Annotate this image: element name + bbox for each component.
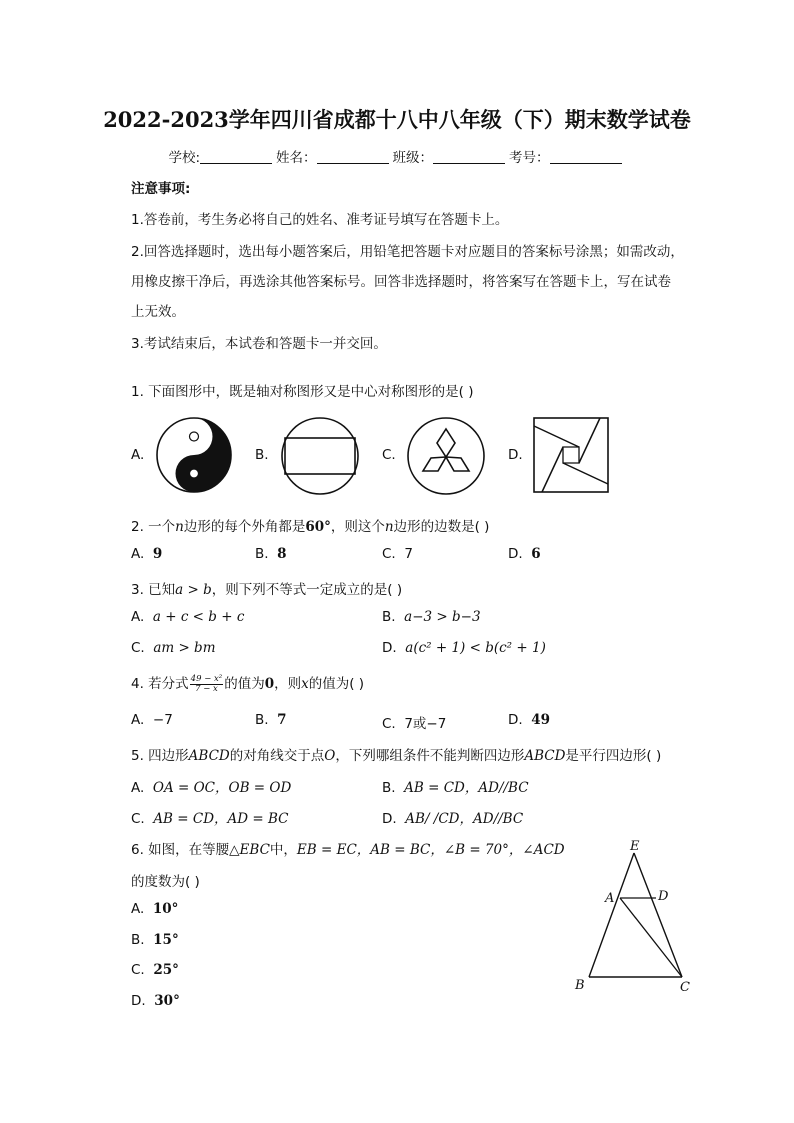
q6-label-c: C (680, 980, 690, 995)
q5-stem-part-3: ，下列哪组条件不能判断四边形 (335, 748, 525, 764)
q5-a-label: A. (131, 780, 145, 796)
q6-option-b (131, 932, 179, 948)
q6-side-eb (589, 853, 634, 977)
q5-option-a (131, 776, 291, 796)
q6-b-value: 15° (153, 932, 179, 948)
q5-c-value: AB = CD，AD = BC (153, 811, 289, 827)
q6-stem-part-1: 6. 如图，在等腰 (131, 842, 230, 858)
page-title: 2022-2023学年四川省成都十八中八年级（下）期末数学试卷 (103, 107, 691, 132)
q4-fraction (190, 675, 224, 694)
notice-item-2-line-3: 上无效。 (131, 304, 185, 320)
q4-option-d (508, 712, 550, 728)
q6-stem-part-2: 中， (269, 842, 297, 858)
q5-option-b (382, 776, 529, 796)
q3-stem-part-2: ，则下列不等式一定成立的是( ) (211, 582, 403, 598)
notice-heading: 注意事项: (131, 181, 191, 197)
q6-segment-ac (620, 898, 682, 977)
q6-a-label: A. (131, 901, 145, 917)
q4-d-label: D. (508, 712, 523, 728)
school-label: 学校: (168, 150, 201, 166)
q5-b-value: AB = CD，AD//BC (404, 780, 529, 796)
q3-option-b (382, 609, 481, 625)
q2-stem (131, 515, 489, 535)
q4-fraction-denominator: 7 − x (195, 683, 218, 694)
name-label: 姓名： (276, 150, 317, 166)
q3-condition: a > b (175, 582, 212, 598)
class-blank (433, 150, 505, 164)
q6-c-label: C. (131, 962, 145, 978)
q5-d-label: D. (382, 811, 397, 827)
q6-figure-triangle (570, 836, 700, 996)
q5-a-value: OA = OC，OB = OD (152, 780, 292, 796)
q1-figure-d-pinwheel-square (532, 416, 610, 494)
q6-conditions: EB = EC，AB = BC，∠B = 70°，∠ACD (296, 842, 565, 858)
q5-point-o: O (324, 748, 336, 764)
q3-option-d (382, 640, 546, 656)
q2-option-a (131, 546, 162, 562)
q4-stem-part-4: 的值为( ) (308, 676, 365, 692)
q4-c-label: C. (382, 716, 396, 732)
q6-label-a: A (605, 891, 615, 906)
notice-item-2-line-1: 2.回答选择题时，选出每小题答案后，用铅笔把答题卡对应题目的答案标号涂黑；如需改动， (131, 244, 684, 260)
q4-option-a (131, 712, 173, 728)
q5-option-d (382, 807, 523, 827)
q4-stem (131, 672, 364, 694)
q4-c-value: 7或−7 (404, 716, 447, 732)
name-blank (317, 150, 389, 164)
notice-item-3: 3.考试结束后，本试卷和答题卡一并交回。 (131, 336, 387, 352)
q5-c-label: C. (131, 811, 145, 827)
q2-c-label: C. (382, 546, 396, 562)
q2-stem-part-4: 边形的边数是( ) (393, 519, 490, 535)
q2-c-value: 7 (404, 546, 413, 562)
q6-stem-line-2: 的度数为( ) (131, 874, 200, 890)
q6-label-e: E (630, 839, 640, 854)
q2-option-b (255, 546, 287, 562)
student-info-line (0, 146, 794, 166)
q3-option-c (131, 640, 216, 656)
q4-b-value: 7 (277, 712, 287, 728)
q1-figure-c-rhombi-in-circle (406, 416, 486, 496)
q1-option-c-label: C. (382, 447, 396, 463)
q4-stem-part-3: ，则 (274, 676, 302, 692)
q6-label-b: B (575, 978, 585, 993)
class-label: 班级： (392, 150, 434, 166)
q2-var-n-2: n (384, 519, 394, 535)
q4-a-label: A. (131, 712, 145, 728)
q6-triangle: △EBC (229, 842, 270, 858)
q4-stem-part-2: 的值为 (224, 676, 265, 692)
q2-option-c (382, 546, 413, 562)
q6-c-value: 25° (153, 962, 179, 978)
q6-label-d: D (658, 889, 669, 904)
q4-fraction-numerator: 49 − x² (190, 673, 223, 684)
q5-option-c (131, 807, 289, 827)
q2-option-d (508, 546, 541, 562)
q2-b-value: 8 (277, 546, 287, 562)
q6-option-c (131, 962, 179, 978)
q6-d-label: D. (131, 993, 146, 1009)
q2-d-label: D. (508, 546, 523, 562)
q2-stem-part-2: 边形的每个外角都是 (183, 519, 306, 535)
q4-option-c (382, 712, 446, 732)
q3-option-a (131, 609, 244, 625)
q4-a-value: −7 (152, 712, 173, 728)
q1-figure-b-rect-in-circle (280, 416, 360, 496)
q5-b-label: B. (382, 780, 396, 796)
q1-option-a-label: A. (131, 447, 145, 463)
q3-b-value: a−3 > b−3 (404, 609, 481, 625)
q4-stem-part-1: 4. 若分式 (131, 676, 189, 692)
q1-figure-a-taiji (155, 416, 233, 494)
q2-var-n: n (175, 519, 184, 535)
q5-abcd-2: ABCD (524, 748, 566, 764)
q3-c-value: am > bm (153, 640, 216, 656)
q3-stem (131, 578, 402, 598)
notice-item-1: 1.答卷前，考生务必将自己的姓名、准考证号填写在答题卡上。 (131, 212, 509, 228)
q2-degree: 60° (305, 519, 331, 535)
number-blank (550, 150, 622, 164)
q4-zero: 0 (264, 676, 275, 692)
q5-stem-part-1: 5. 四边形 (131, 748, 189, 764)
school-blank (200, 150, 272, 164)
notice-item-2-line-2: 用橡皮擦干净后，再选涂其他答案标号。回答非选择题时，将答案写在答题卡上，写在试卷 (131, 274, 671, 290)
q2-stem-part-3: ，则这个 (330, 519, 385, 535)
q5-stem-part-4: 是平行四边形( ) (565, 748, 662, 764)
q3-b-label: B. (382, 609, 396, 625)
q3-a-label: A. (131, 609, 145, 625)
q3-c-label: C. (131, 640, 145, 656)
q4-var-x: x (301, 676, 309, 692)
q2-d-value: 6 (531, 546, 541, 562)
q6-b-label: B. (131, 932, 145, 948)
q2-b-label: B. (255, 546, 269, 562)
q4-b-label: B. (255, 712, 269, 728)
q6-side-ec (634, 853, 682, 977)
q2-a-label: A. (131, 546, 145, 562)
q4-d-value: 49 (531, 712, 551, 728)
q3-d-value: a(c² + 1) < b(c² + 1) (405, 640, 546, 656)
q6-stem-line-1 (131, 838, 565, 858)
q1-stem: 1. 下面图形中，既是轴对称图形又是中心对称图形的是( ) (131, 384, 474, 400)
q1-option-d-label: D. (508, 447, 523, 463)
q5-stem (131, 744, 661, 764)
q2-a-value: 9 (152, 546, 163, 562)
q4-option-b (255, 712, 287, 728)
q6-option-d (131, 993, 180, 1009)
q6-option-a (131, 901, 178, 917)
q1-option-b-label: B. (255, 447, 269, 463)
q3-a-value: a + c < b + c (152, 609, 245, 625)
q3-stem-part-1: 3. 已知 (131, 582, 176, 598)
number-label: 考号： (509, 150, 550, 166)
q6-d-value: 30° (154, 993, 180, 1009)
q5-stem-part-2: 的对角线交于点 (229, 748, 325, 764)
q5-abcd: ABCD (188, 748, 230, 764)
q6-a-value: 10° (152, 901, 179, 917)
q5-d-value: AB/ /CD，AD//BC (405, 811, 524, 827)
q3-d-label: D. (382, 640, 397, 656)
q2-stem-part-1: 2. 一个 (131, 519, 176, 535)
